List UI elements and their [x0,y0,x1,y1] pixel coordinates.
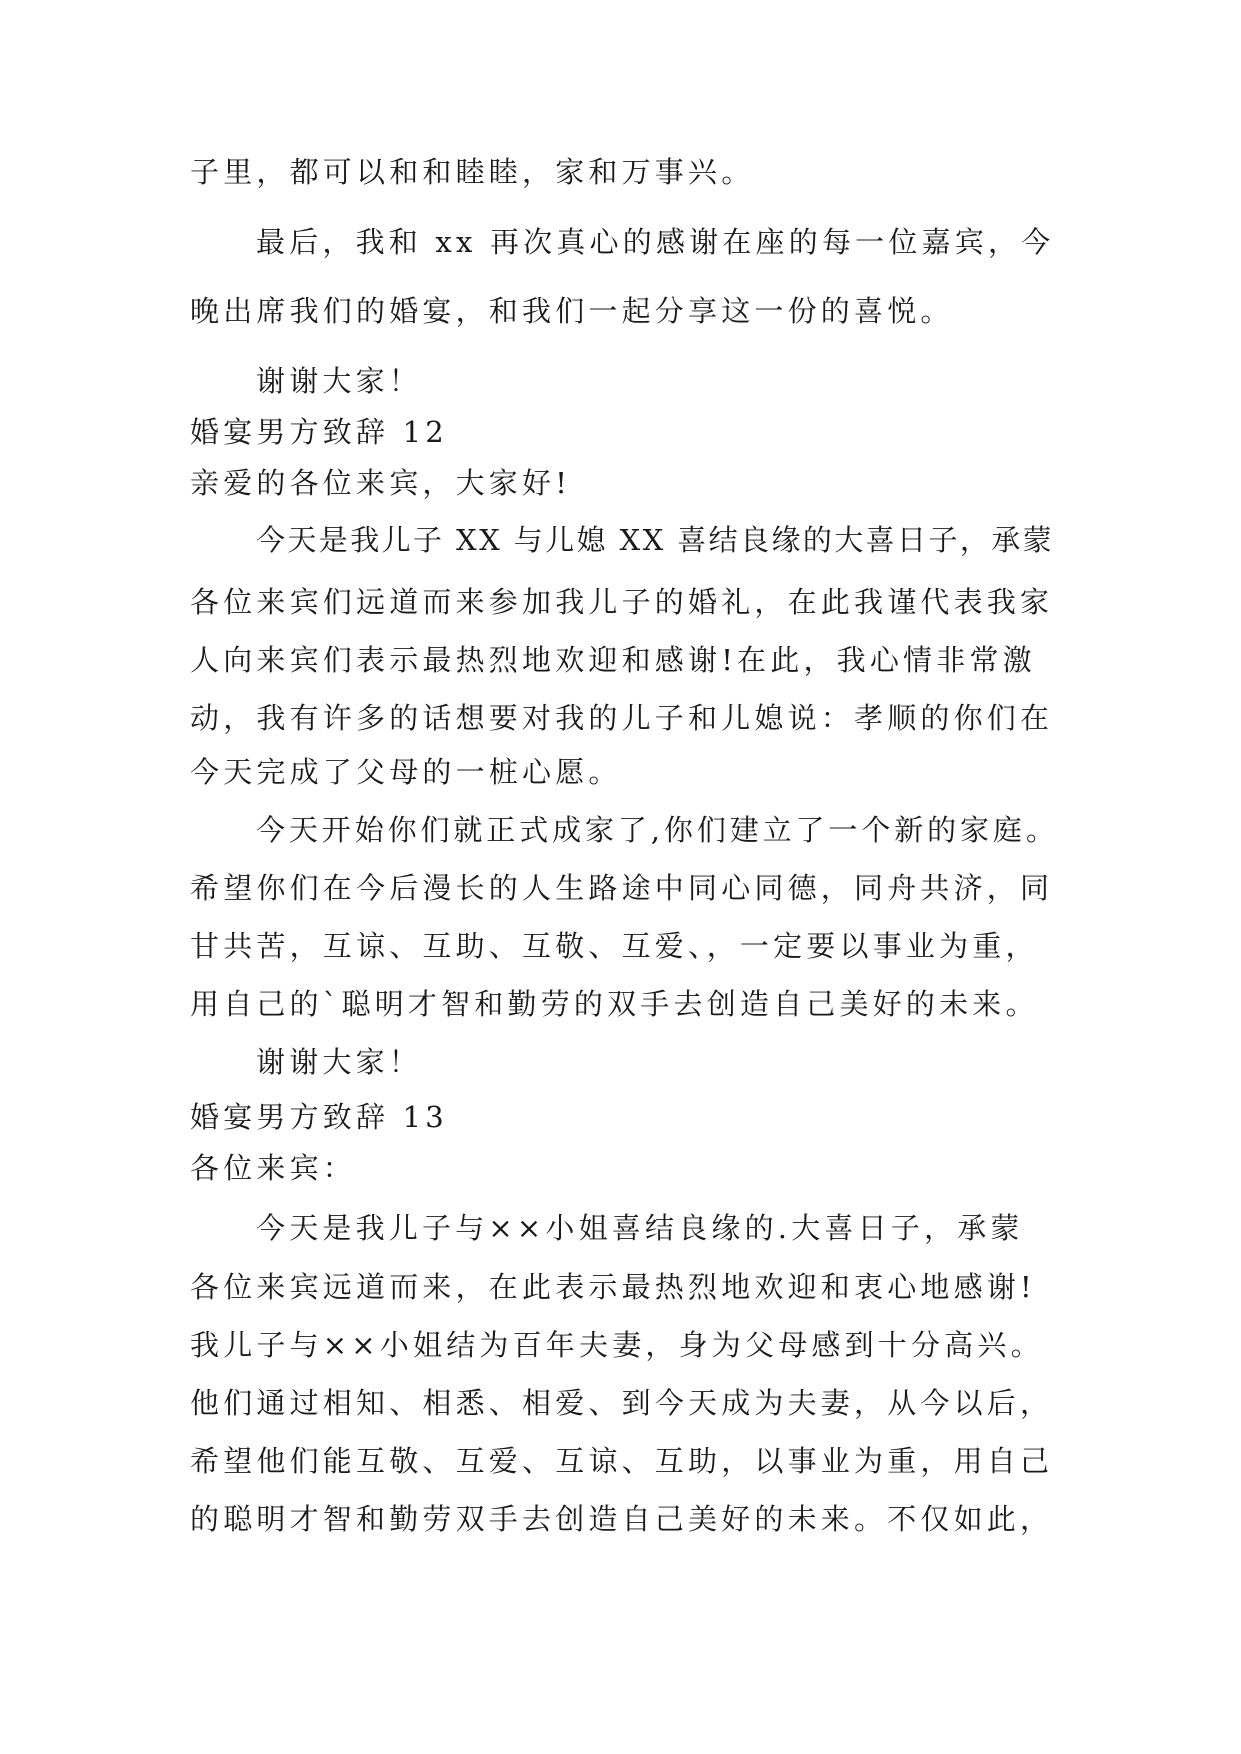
text-line: 希望他们能互敬、互爱、互谅、互助，以事业为重，用自己 [190,1444,1054,1478]
section-heading: 婚宴男方致辞 12 [190,415,448,449]
text-line: 我儿子与××小姐结为百年夫妻，身为父母感到十分高兴。 [190,1328,1044,1362]
text-line: 最后，我和 xx 再次真心的感谢在座的每一位嘉宾，今 [256,225,1055,259]
text-line: 今天开始你们就正式成家了,你们建立了一个新的家庭。 [256,813,1059,847]
text-line: 今天是我儿子与××小姐喜结良缘的.大喜日子，承蒙 [256,1211,1024,1245]
text-line: 希望你们在今后漫长的人生路途中同心同德，同舟共济，同 [190,871,1054,905]
salutation: 亲爱的各位来宾，大家好! [190,466,572,500]
text-line: 今天完成了父母的一桩心愿。 [190,755,622,789]
text-line: 今天是我儿子 XX 与儿媳 XX 喜结良缘的大喜日子，承蒙 [256,523,1055,557]
salutation: 各位来宾： [190,1151,357,1185]
section-heading: 婚宴男方致辞 13 [190,1100,448,1134]
text-line: 他们通过相知、相悉、相爱、到今天成为夫妻，从今以后， [190,1386,1054,1420]
text-line: 谢谢大家！ [256,364,423,398]
text-line: 晚出席我们的婚宴，和我们一起分享这一份的喜悦。 [190,294,954,328]
text-line: 子里，都可以和和睦睦，家和万事兴。 [190,155,755,189]
text-line: 各位来宾们远道而来参加我儿子的婚礼，在此我谨代表我家 [190,585,1054,619]
text-line: 甘共苦，互谅、互助、互敬、互爱、，一定要以事业为重， [190,929,1039,963]
text-line: 人向来宾们表示最热烈地欢迎和感谢!在此，我心情非常激 [190,643,1036,677]
text-line: 的聪明才智和勤劳双手去创造自己美好的未来。不仅如此， [190,1502,1054,1536]
text-line: 用自己的`聪明才智和勤劳的双手去创造自己美好的未来。 [190,987,1039,1021]
text-line: 动，我有许多的话想要对我的儿子和儿媳说：孝顺的你们在 [190,701,1054,735]
text-line: 各位来宾远道而来，在此表示最热烈地欢迎和衷心地感谢! [190,1270,1036,1304]
text-line: 谢谢大家！ [256,1045,423,1079]
